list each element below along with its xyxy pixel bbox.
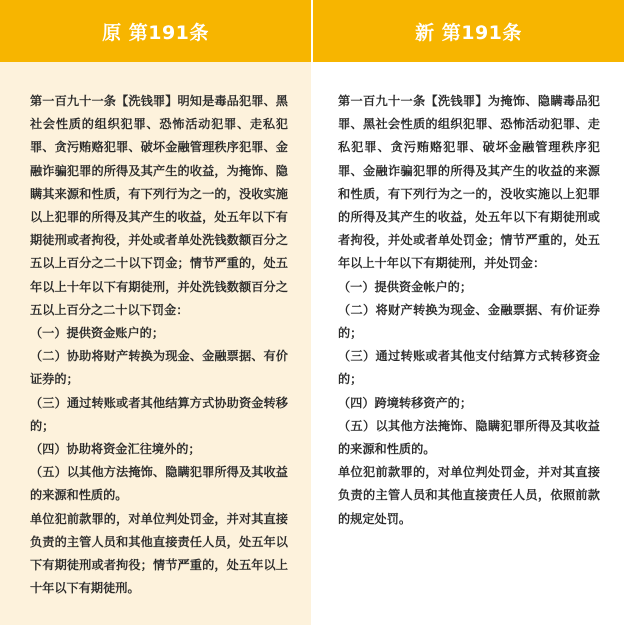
new-article-item-4: （四）跨境转移资产的； bbox=[338, 395, 473, 410]
original-article-text bbox=[30, 90, 288, 600]
new-article-item-2: （二）将财产转换为现金、金融票据、有价证券的； bbox=[338, 302, 600, 341]
original-article-unit-clause: 单位犯前款罪的，对单位判处罚金，并对其直接负责的主管人员和其他直接责任人员，处五年以下有期徒刑或者拘役；情节严重的，处五年以上十年以下有期徒刑。 bbox=[30, 511, 288, 596]
new-article-column bbox=[313, 0, 624, 625]
original-article-title: 原 第191条 bbox=[102, 21, 209, 44]
original-article-item-5: （五）以其他方法掩饰、隐瞒犯罪所得及其收益的来源和性质的。 bbox=[30, 465, 288, 503]
new-article-item-1: （一）提供资金帐户的； bbox=[338, 279, 473, 294]
original-article-item-4: （四）协助将资金汇往境外的； bbox=[30, 442, 201, 457]
original-article-header bbox=[0, 0, 311, 62]
new-article-body bbox=[313, 62, 624, 625]
new-article-title: 新 第191条 bbox=[415, 21, 522, 44]
original-article-body bbox=[0, 62, 311, 625]
original-article-item-1: （一）提供资金账户的； bbox=[30, 326, 165, 341]
new-article-unit-clause: 单位犯前款罪的，对单位判处罚金，并对其直接负责的主管人员和其他直接责任人员，依照前款的规定处罚。 bbox=[338, 465, 600, 526]
original-article-paragraph: 第一百九十一条【洗钱罪】明知是毒品犯罪、黑社会性质的组织犯罪、恐怖活动犯罪、走私犯罪、贪污贿赂犯罪、破坏金融管理秩序犯罪、金融诈骗犯罪的所得及其产生的收益，为掩饰、隐瞒其来源和性质，有下列行为之一的，没收实施以上犯罪的所得及其产生的收益，处五年以下有期徒刑或者拘役，并处或者单处洗钱数额百分之五以上百分之二十以下罚金；情节严重的，处五年以上十年以下有期徒刑，并处洗钱数额百分之五以上百分之二十以下罚金： bbox=[30, 94, 288, 317]
original-article-column bbox=[0, 0, 311, 625]
new-article-item-3: （三）通过转账或者其他支付结算方式转移资金的； bbox=[338, 349, 600, 387]
new-article-item-5: （五）以其他方法掩饰、隐瞒犯罪所得及其收益的来源和性质的。 bbox=[338, 418, 600, 457]
new-article-header bbox=[313, 0, 624, 62]
new-article-paragraph: 第一百九十一条【洗钱罪】为掩饰、隐瞒毒品犯罪、黑社会性质的组织犯罪、恐怖活动犯罪、走私犯罪、贪污贿赂犯罪、破坏金融管理秩序犯罪、金融诈骗犯罪的所得及其产生的收益的来源和性质，有下列行为之一的，没收实施以上犯罪的所得及其产生的收益，处五年以下有期徒刑或者拘役，并处或者单处罚金；情节严重的，处五年以上十年以下有期徒刑，并处罚金： bbox=[338, 94, 600, 271]
original-article-item-2: （二）协助将财产转换为现金、金融票据、有价证券的； bbox=[30, 349, 288, 387]
new-article-text bbox=[338, 90, 600, 531]
original-article-item-3: （三）通过转账或者其他结算方式协助资金转移的； bbox=[30, 395, 288, 433]
